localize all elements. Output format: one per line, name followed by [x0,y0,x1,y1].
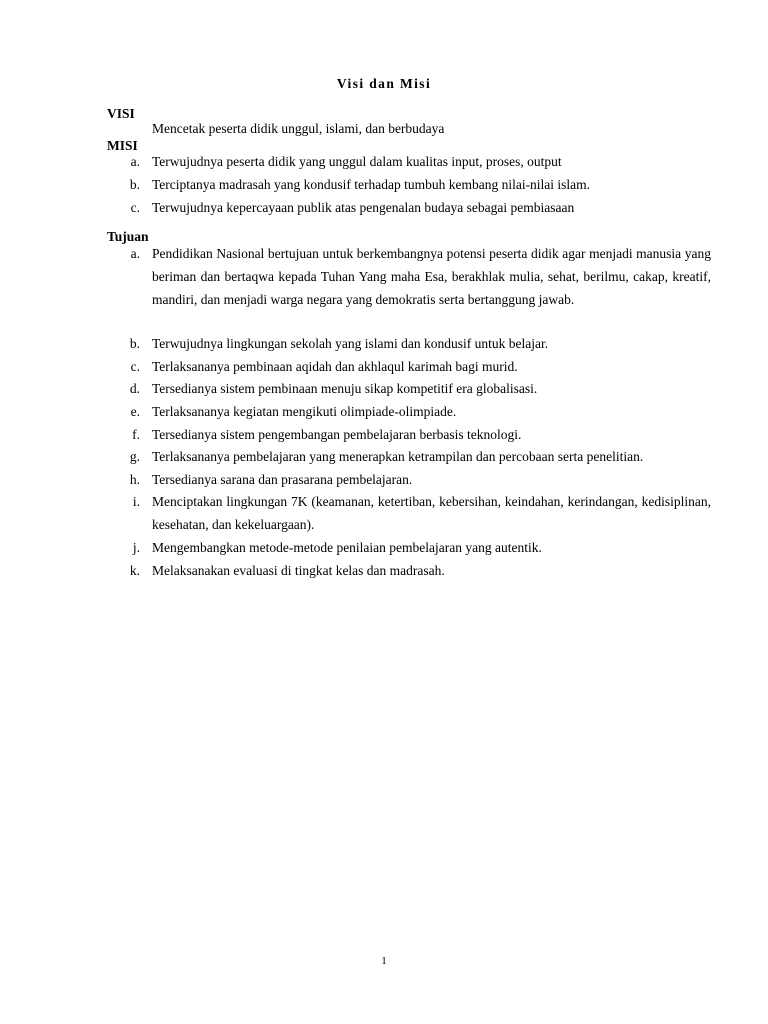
list-label: b. [129,177,140,192]
visi-heading: VISI [107,106,135,121]
list-text: Terwujudnya kepercayaan publik atas pengenalan budaya sebagai pembiasaan [152,200,575,215]
list-label: a. [130,154,140,169]
list-text: Pendidikan Nasional bertujuan untuk berkembangnya potensi peserta didik agar menjadi manusia yang beriman dan bertaqwa kepada Tuhan Yang maha Esa, berakhlak mulia, sehat, berilmu, cakap, kreatif, mandiri, dan menjadi warga negara yang demokratis serta bertanggung jawab. [152,246,711,307]
list-text: Tersedianya sarana dan prasarana pembelajaran. [152,472,413,487]
list-label: e. [130,404,140,419]
misi-heading: MISI [107,138,138,153]
list-text: Terwujudnya peserta didik yang unggul dalam kualitas input, proses, output [152,154,562,169]
list-label: c. [130,359,140,374]
list-label: j. [132,540,140,555]
page-title: Visi dan Misi [336,76,432,91]
page-number: 1 [381,955,387,967]
tujuan-heading: Tujuan [107,229,149,244]
list-text: Terlaksananya kegiatan mengikuti olimpiade-olimpiade. [152,404,457,419]
list-label: h. [129,472,140,487]
list-label: d. [129,381,140,396]
list-text: Menciptakan lingkungan 7K (keamanan, ketertiban, kebersihan, keindahan, kerindangan, kedisiplinan, kesehatan, dan kekeluargaan). [152,494,711,532]
list-text: Terwujudnya lingkungan sekolah yang islami dan kondusif untuk belajar. [152,336,549,351]
list-label: b. [129,336,140,351]
list-label: k. [129,563,140,578]
list-label: f. [132,427,140,442]
list-text: Tersedianya sistem pembinaan menuju sikap kompetitif era globalisasi. [152,381,538,396]
list-label: g. [129,449,140,464]
list-text: Terciptanya madrasah yang kondusif terhadap tumbuh kembang nilai-nilai islam. [152,177,591,192]
list-label: a. [130,246,140,261]
list-text: Terlaksananya pembelajaran yang menerapkan ketrampilan dan percobaan serta penelitian. [152,449,644,464]
list-label: i. [132,494,140,509]
list-text: Terlaksananya pembinaan aqidah dan akhlaqul karimah bagi murid. [152,359,518,374]
visi-text: Mencetak peserta didik unggul, islami, dan berbudaya [152,121,445,136]
list-text: Tersedianya sistem pengembangan pembelajaran berbasis teknologi. [152,427,522,442]
list-text: Mengembangkan metode-metode penilaian pembelajaran yang autentik. [152,540,542,555]
list-text: Melaksanakan evaluasi di tingkat kelas dan madrasah. [152,563,445,578]
list-label: c. [130,200,140,215]
